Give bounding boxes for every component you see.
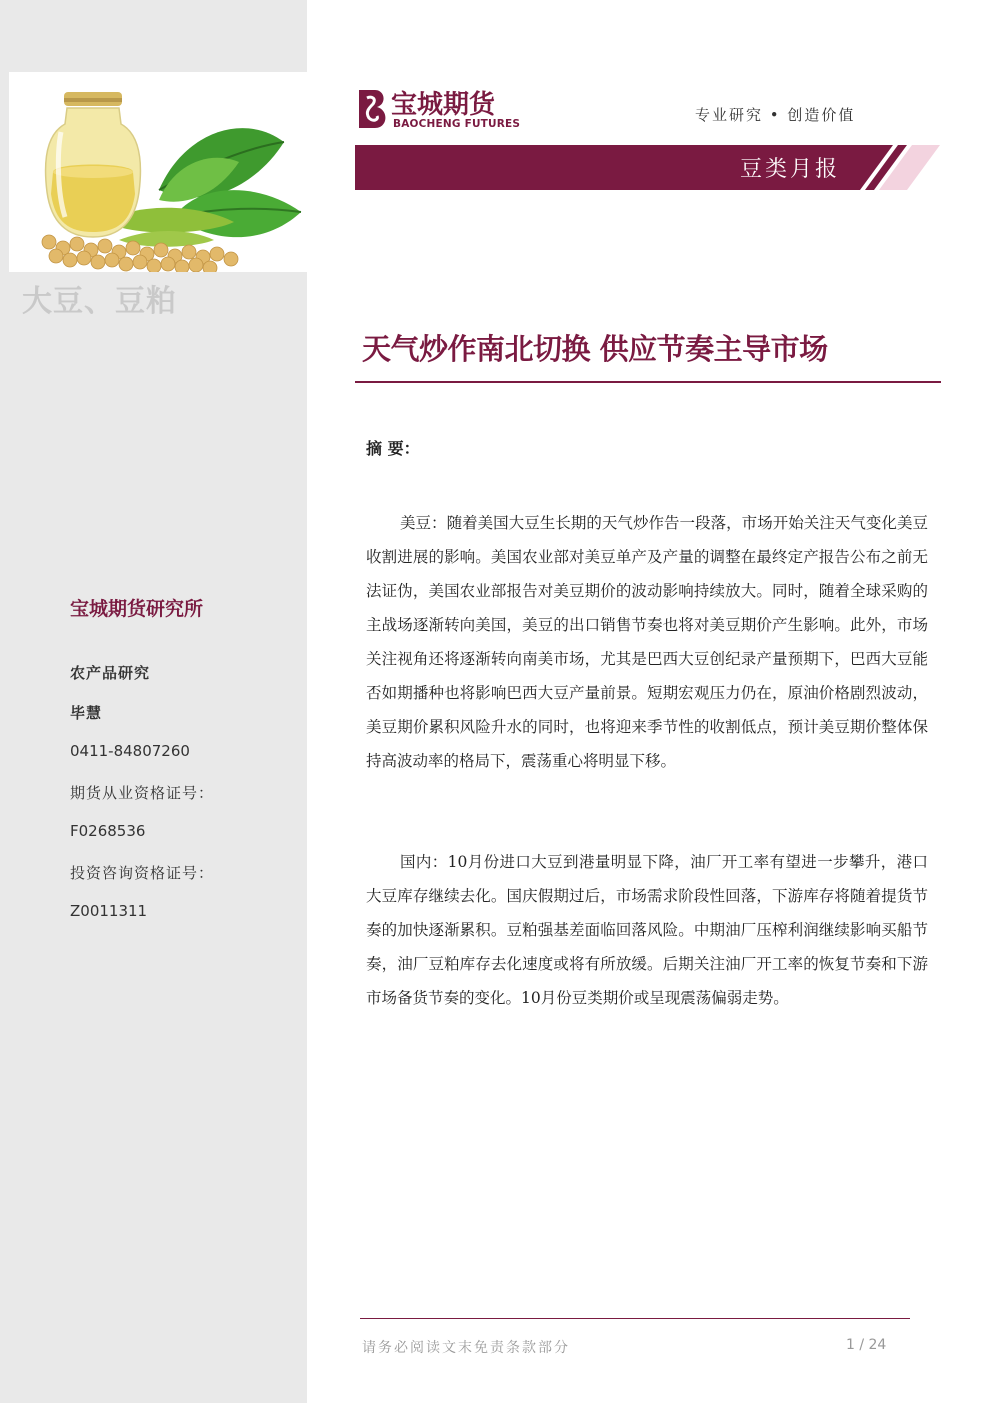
title-divider: [355, 381, 941, 383]
invest-cert-number: Z0011311: [70, 902, 148, 920]
soybean-oil-illustration: [9, 72, 307, 272]
phone-number: 0411-84807260: [70, 742, 190, 760]
page-number: 1 / 24: [846, 1337, 887, 1353]
report-type-banner: [355, 145, 940, 190]
report-type: 豆类月报: [740, 157, 841, 182]
footer-divider: [360, 1318, 910, 1319]
abstract-paragraph-us: 美豆：随着美国大豆生长期的天气炒作告一段落，市场开始关注天气变化美豆收割进展的影响。美国农业部对美豆单产及产量的调整在最终定产报告公布之前无法证伪，美国农业部报告对美豆期价的波动影响持续放大。同时，随着全球采购的主战场逐渐转向美国，美豆的出口销售节奏也将对美豆期价产生影响。此外，市场关注视角还将逐渐转向南美市场，尤其是巴西大豆创纪录产量预期下，巴西大豆能否如期播种也将影响巴西大豆产量前景。短期宏观压力仍在，原油价格剧烈波动，美豆期价累积风险升水的同时，也将迎来季节性的收割低点，预计美豆期价整体保持高波动率的格局下，震荡重心将明显下移。: [366, 514, 928, 770]
report-title: 天气炒作南北切换 供应节奏主导市场: [362, 332, 828, 366]
abstract-paragraph-domestic: 国内：10月份进口大豆到港量明显下降，油厂开工率有望进一步攀升，港口大豆库存继续去化。国庆假期过后，市场需求阶段性回落，下游库存将随着提货节奏的加快逐渐累积。豆粕强基差面临回落风险。中期油厂压榨利润继续影响买船节奏，油厂豆粕库存去化速度或将有所放缓。后期关注油厂开工率的恢复节奏和下游市场备货节奏的变化。10月份豆类期价或呈现震荡偏弱走势。: [366, 853, 928, 1007]
abstract-label: 摘 要：: [366, 439, 420, 458]
futures-cert-number: F0268536: [70, 822, 146, 840]
research-institute-name: 宝城期货研究所: [70, 598, 204, 620]
company-logo: [355, 86, 525, 132]
analyst-name: 毕慧: [70, 704, 103, 722]
futures-cert-label: 期货从业资格证号：: [70, 784, 215, 802]
disclaimer-note: 请务必阅读文末免责条款部分: [362, 1340, 570, 1356]
logo-english-name: BAOCHENG FUTURES: [393, 118, 521, 130]
logo-chinese-name: 宝城期货: [391, 90, 496, 120]
company-slogan: 专业研究 • 创造价值: [695, 106, 856, 124]
soybean-oil-image: [9, 72, 307, 272]
invest-cert-label: 投资咨询资格证号：: [70, 864, 215, 882]
department: 农产品研究: [70, 664, 151, 682]
logo-mark-icon: [355, 86, 391, 132]
sidebar-topic: 大豆、豆粕: [22, 284, 177, 319]
